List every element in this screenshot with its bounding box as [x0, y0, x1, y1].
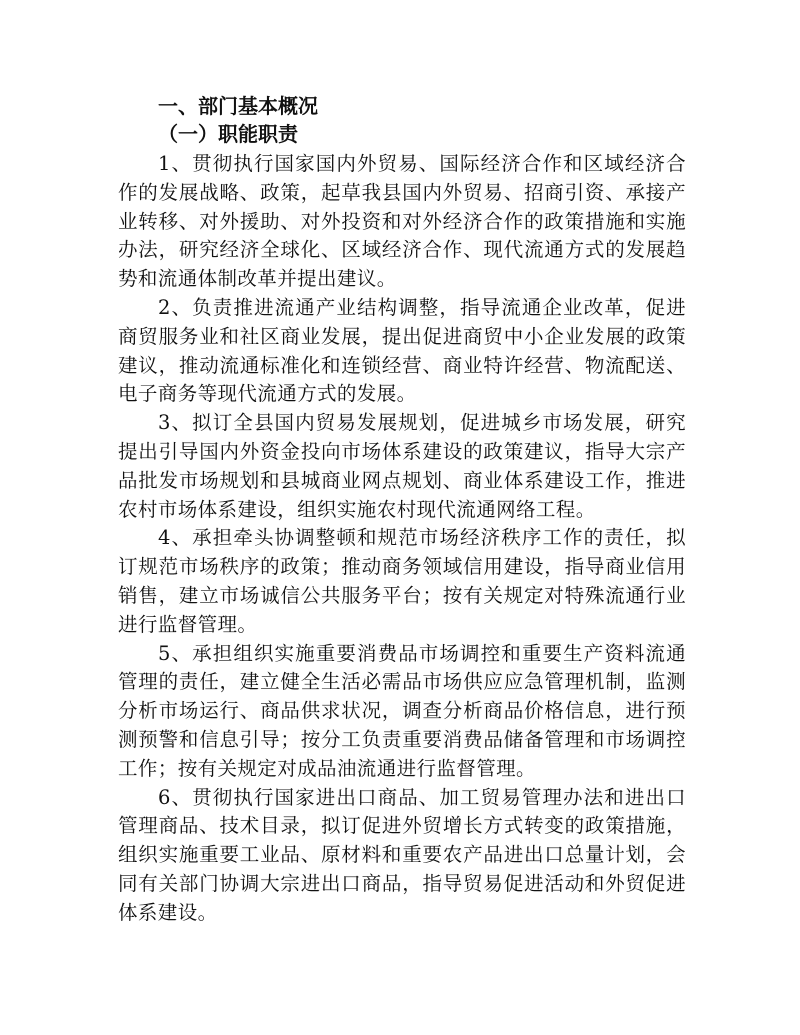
paragraph-4: 4、承担牵头协调整顿和规范市场经济秩序工作的责任，拟订规范市场秩序的政策；推动商务领域信用建设，指导商业信用销售，建立市场诚信公共服务平台；按有关规定对特殊流通行业进行监督管理。: [118, 526, 686, 636]
subsection-heading: （一）职能职责: [158, 122, 298, 146]
paragraph-1: 1、贯彻执行国家国内外贸易、国际经济合作和区域经济合作的发展战略、政策，起草我县国内外贸易、招商引资、承接产业转移、对外援助、对外投资和对外经济合作的政策措施和实施办法，研究经济全球化、区域经济合作、现代流通方式的发展趋势和流通体制改革并提出建议。: [118, 152, 686, 291]
document-body: [118, 92, 686, 928]
section-heading: 一、部门基本概况: [158, 94, 318, 118]
paragraph-2: 2、负责推进流通产业结构调整，指导流通企业改革，促进商贸服务业和社区商业发展，提出促进商贸中小企业发展的政策建议，推动流通标准化和连锁经营、商业特许经营、物流配送、电子商务等现代流通方式的发展。: [118, 295, 686, 406]
paragraph-6: 6、贯彻执行国家进出口商品、加工贸易管理办法和进出口管理商品、技术目录，拟订促进外贸增长方式转变的政策措施，组织实施重要工业品、原材料和重要农产品进出口总量计划，会同有关部门协调大宗进出口商品，指导贸易促进活动和外贸促进体系建设。: [118, 785, 686, 924]
paragraph-5: 5、承担组织实施重要消费品市场调控和重要生产资料流通管理的责任，建立健全生活必需品市场供应应急管理机制，监测分析市场运行、商品供求状况，调查分析商品价格信息，进行预测预警和信息引导；按分工负责重要消费品储备管理和市场调控工作；按有关规定对成品油流通进行监督管理。: [118, 641, 686, 780]
paragraph-3: 3、拟订全县国内贸易发展规划，促进城乡市场发展，研究提出引导国内外资金投向市场体系建设的政策建议，指导大宗产品批发市场规划和县城商业网点规划、商业体系建设工作，推进农村市场体系建设，组织实施农村现代流通网络工程。: [118, 411, 686, 521]
